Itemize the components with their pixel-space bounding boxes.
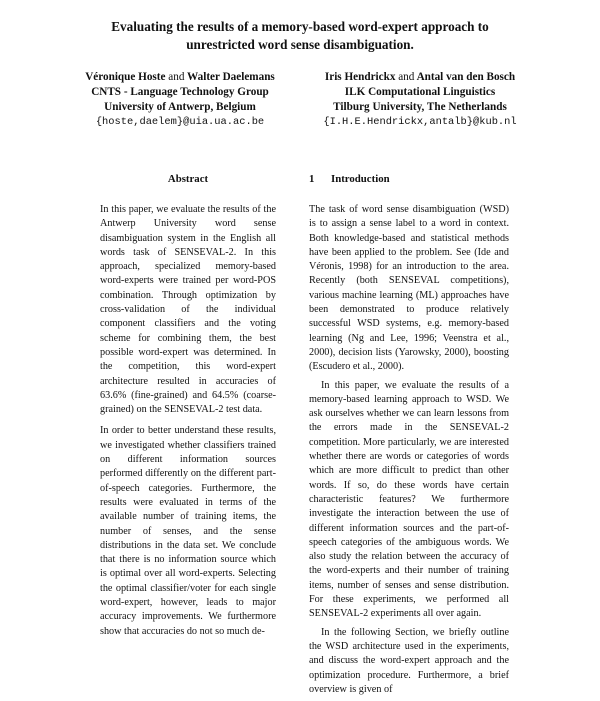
- abstract-column: [90, 172, 286, 646]
- title-line-2: unrestricted word sense disambiguation.: [186, 37, 414, 52]
- section-number: 1: [309, 173, 315, 185]
- body-paragraph: In the following Section, we briefly outline the WSD architecture used in the experiments, and discuss the word-expert approach and the optimization procedure. Furthermore, a brief overview is given of: [309, 626, 509, 695]
- introduction-heading: [309, 172, 509, 186]
- author-names-left: [60, 70, 300, 85]
- author-block-left: [60, 70, 300, 130]
- paper-title: [60, 18, 540, 54]
- abstract-paragraph: In this paper, we evaluate the results of the Antwerp University word sense disambiguation system in the English all words task of SENSEVAL-2. In this approach, specialized memory-based word-experts were trained per word-POS combination. Through optimization by cross-validation of the individual component classifiers and the voting scheme for combining them, the best possible word-expert was determined. In the competition, this word-expert architecture resulted in accuracies of 63.6% (fine-grained) and 64.5% (coarse-grained) on the SENSEVAL-2 test data.: [100, 204, 276, 416]
- author-name: Antal van den Bosch: [416, 71, 516, 83]
- author-university: Tilburg University, The Netherlands: [333, 101, 507, 113]
- author-email: {I.H.E.Hendrickx,antalb}@kub.nl: [323, 116, 517, 128]
- title-line-1: Evaluating the results of a memory-based word-expert approach to: [111, 19, 489, 34]
- author-university: University of Antwerp, Belgium: [104, 101, 256, 113]
- author-name: Walter Daelemans: [187, 71, 275, 83]
- author-block-right: [300, 70, 540, 130]
- author-names-right: [300, 70, 540, 85]
- abstract-heading: Abstract: [167, 173, 209, 185]
- body-paragraph: In this paper, we evaluate the results of a memory-based learning approach to WSD. We ask ourselves whether we can learn lessons from the errors made in the SENSEVAL-2 competition. More particularly, we are interested whether there are words or categories of words which are more difficult to predict than other words. If so, do these words have certain characteristic features? We furthermore investigate the interaction between the use of different information sources and the part-of-speech categories of the ambiguous words. We also study the relation between the accuracy of the word-experts and their number of training items, number of senses and sense distribution. For these experiments, we performed all SENSEVAL-2 experiments all over again.: [309, 379, 509, 620]
- section-title: Introduction: [331, 173, 390, 185]
- introduction-column: [309, 172, 509, 701]
- author-affiliation: CNTS - Language Technology Group: [91, 86, 269, 98]
- author-name: Véronique Hoste: [85, 71, 166, 83]
- author-and: and: [168, 71, 185, 83]
- author-name: Iris Hendrickx: [324, 71, 396, 83]
- author-affiliation: ILK Computational Linguistics: [344, 86, 496, 98]
- abstract-paragraph: In order to better understand these results, we investigated whether classifiers trained on different information sources performed differently on the different part-of-speech categories. Furthermore, the results were evaluated in terms of the available number of training items, the number of senses, and the sense distributions in the data set. We conclude that there is no information source which is optimal over all word-experts. Selecting the optimal classifier/voter for each single word-expert, however, leads to major accuracy improvements. We furthermore show that accuracies do not so much de-: [100, 425, 276, 637]
- author-email: {hoste,daelem}@uia.ua.ac.be: [95, 116, 265, 128]
- body-paragraph: The task of word sense disambiguation (WSD) is to assign a sense label to a word in context. Both knowledge-based and statistical methods have been applied to the problem. See (Ide and Véronis, 1998) for an introduction to the area. Recently (both SENSEVAL competitions), various machine learning (ML) approaches have been demonstrated to produce relatively successful WSD systems, e.g. memory-based learning (Ng and Lee, 1996; Veenstra et al., 2000), decision lists (Yarowsky, 2000), boosting (Escudero et al., 2000).: [309, 204, 509, 373]
- author-and: and: [398, 71, 415, 83]
